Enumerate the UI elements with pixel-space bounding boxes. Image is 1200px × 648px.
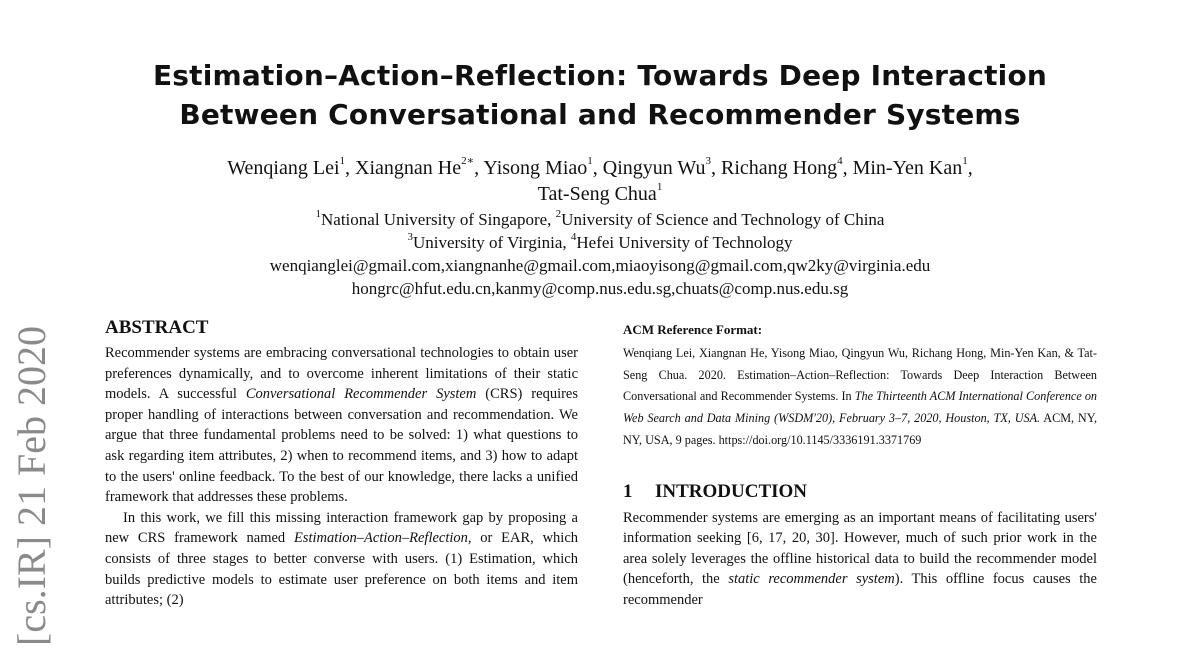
introduction-heading xyxy=(623,480,1097,504)
email-line: wenqianglei@gmail.com,xiangnanhe@gmail.com,miaoyisong@gmail.com,qw2ky@virginia.edu xyxy=(269,256,931,275)
author-list: Wenqiang Lei$^1$, Xiangnan $He^{2∗}$, Yisong Miao$^1$, Qingyun Wu$^3$, Richang Hong$^4$, Min-Yen Kan$^1$, Tat-Seng Chua$^1$ xyxy=(227,155,973,205)
abstract-paragraph: Recommender systems are embracing conversational technologies to obtain user preferences dynamically, and to overcome inherent limitations of their static models. A successful Conversational Recommender System (CRS) requires proper handling of interactions between conversation and recommendation. We argue that three fundamental problems need to be solved: 1) what questions to ask regarding item attributes, 2) when to recommend items, and 3) how to adapt to the users' online feedback. To the best of our knowledge, there lacks a unified framework that addresses these problems. xyxy=(105,345,579,506)
section-number: 1 xyxy=(623,480,633,502)
affiliation: Hefei University of Technology xyxy=(576,233,793,252)
abstract-heading: ABSTRACT xyxy=(105,317,209,338)
author-sup: 2∗ xyxy=(461,155,475,167)
affiliation: University of Virginia, xyxy=(412,233,567,252)
aff-sup: 4 xyxy=(570,231,577,243)
author-name: Qingyun Wu xyxy=(602,157,706,179)
author-name: Min-Yen Kan xyxy=(852,157,963,179)
affiliations xyxy=(100,208,1100,300)
author-name: Xiangnan He xyxy=(355,157,462,179)
section-title: INTRODUCTION xyxy=(655,480,808,502)
aff-sup: 2 xyxy=(555,208,562,220)
author-sup: 4 xyxy=(837,155,843,167)
author-sup: 3 xyxy=(705,155,711,167)
title-line-1: Estimation–Action–Reflection: Towards Deep Interaction xyxy=(152,59,1048,92)
author-name: Richang Hong xyxy=(720,157,838,179)
author-name: Wenqiang Lei xyxy=(227,157,340,179)
title-line-2: Between Conversational and Recommender Systems xyxy=(179,98,1021,131)
author-name: Yisong Miao xyxy=(483,157,588,179)
aff-sup: 3 xyxy=(407,231,413,243)
aff-sup: 1 xyxy=(315,208,322,220)
acm-reference-text: Wenqiang Lei, Xiangnan He, Yisong Miao, Qingyun Wu, Richang Hong, Min-Yen Kan, & Tat-Seng Chua. 2020. Estimation–Action–Reflection: Towards Deep Interaction Between Conversational and Recommender Systems. In The Thirteenth ACM International Conference on Web Search and Data Mining (WSDM'20), February 3–7, 2020, Houston, TX, USA. ACM, NY, NY, USA, 9 pages. https://doi.org/10.1145/3336191.3371769 xyxy=(623,346,1098,447)
right-column xyxy=(623,316,1097,610)
author-name: Tat-Seng Chua xyxy=(537,183,657,205)
arxiv-stamp: [cs.IR] 21 Feb 2020 xyxy=(9,326,54,646)
abstract-paragraph: In this work, we fill this missing interaction framework gap by proposing a new CRS framework named Estimation–Action–Reflection, or EAR, which consists of three stages to better converse with users. (1) Estimation, which builds predictive models to estimate user preference on both items and item attributes; (2) xyxy=(105,509,579,609)
email-line: hongrc@hfut.edu.cn,kanmy@comp.nus.edu.sg,chuats@comp.nus.edu.sg xyxy=(351,279,849,298)
author-sup: 1 xyxy=(587,155,593,167)
left-column xyxy=(105,316,578,611)
author-sup: 1 xyxy=(656,181,663,193)
acm-reference-heading: ACM Reference Format: xyxy=(623,322,763,337)
author-sup: 1 xyxy=(339,155,346,167)
paper-title xyxy=(100,56,1100,134)
affiliation: National University of Singapore, xyxy=(321,210,552,229)
affiliation: University of Science and Technology of China xyxy=(561,210,885,229)
introduction-paragraph: Recommender systems are emerging as an important means of facilitating users' information seeking [6, 17, 20, 30]. However, much of such prior work in the area solely leverages the offline historical data to build the recommender model (henceforth, the static recommender system). This offline focus causes the recommender xyxy=(623,509,1097,608)
author-sup: 1 xyxy=(962,155,968,167)
